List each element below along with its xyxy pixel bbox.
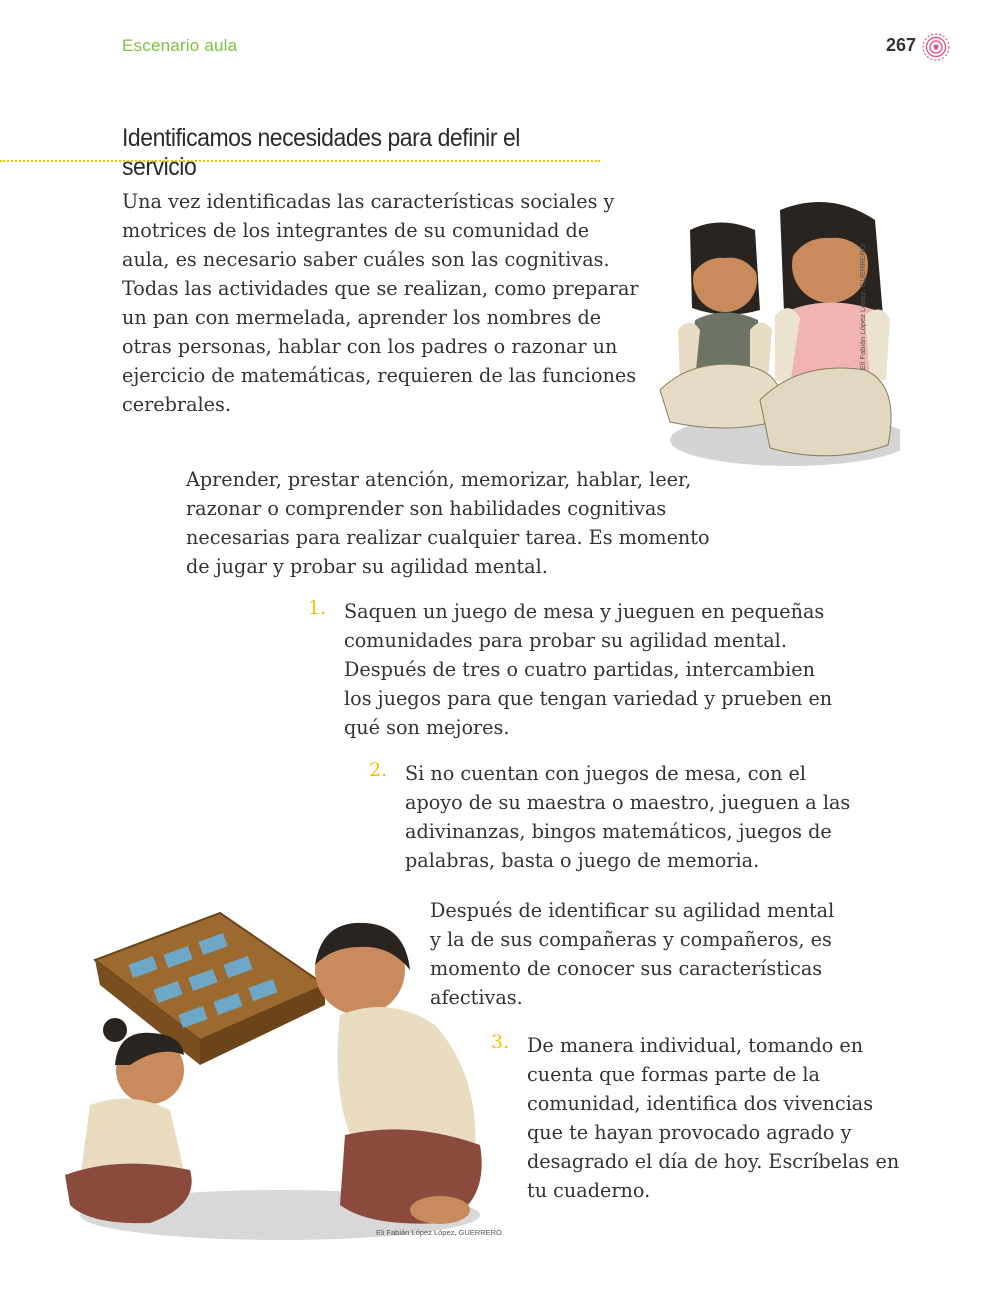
cognitive-skills-paragraph: Aprender, prestar atención, memorizar, hablar, leer, razonar o comprender son habilidades cognitivas necesarias para realizar cualquier tarea. Es momento de jugar y probar su agilidad mental.: [186, 468, 710, 578]
item-number: 2.: [369, 759, 388, 781]
page-number: 267: [886, 35, 917, 55]
item-text: De manera individual, tomando en cuenta que formas parte de la comunidad, identifica dos vivencias que te hayan provocado agrado y desagrado el día de hoy. Escríbelas en tu cuaderno.: [527, 1034, 900, 1202]
activity-item-2: [369, 759, 869, 875]
activity-item-3: [491, 1031, 911, 1205]
item-text: Si no cuentan con juegos de mesa, con el apoyo de su maestra o maestro, jueguen a las adivinanzas, bingos matemáticos, juegos de palabras, basta o juego de memoria.: [405, 762, 851, 872]
title-divider: [0, 160, 600, 162]
section-label: Escenario aula: [122, 36, 238, 55]
item-number: 1.: [308, 597, 327, 619]
affective-paragraph: Después de identificar su agilidad mental y la de sus compañeras y compañeros, es momento de conocer sus características afectivas.: [430, 899, 835, 1009]
item-number: 3.: [491, 1031, 510, 1053]
illustration-credit-top: Eli Fabián López López, GUERRERO: [858, 244, 867, 370]
page-title: Identificamos necesidades para definir el servicio: [122, 124, 520, 181]
flower-ornament-icon: [921, 32, 951, 62]
activity-item-1: [308, 597, 848, 742]
item-text: Saquen un juego de mesa y jueguen en pequeñas comunidades para probar su agilidad mental. Después de tres o cuatro partidas, intercambien los juegos para que tengan variedad y prueben en qué son mejores.: [344, 600, 833, 739]
intro-paragraph: Una vez identificadas las características sociales y motrices de los integrantes de su comunidad de aula, es necesario saber cuáles son las cognitivas. Todas las actividades que se realizan, como preparar un pan con mermelada, aprender los nombres de otras personas, hablar con los padres o razonar un ejercicio de matemáticas, requieren de las funciones cerebrales.: [122, 190, 639, 416]
children-board-game-illustration: [60, 905, 490, 1250]
illustration-credit-bottom: Eli Fabián López López, GUERRERO: [376, 1228, 502, 1237]
